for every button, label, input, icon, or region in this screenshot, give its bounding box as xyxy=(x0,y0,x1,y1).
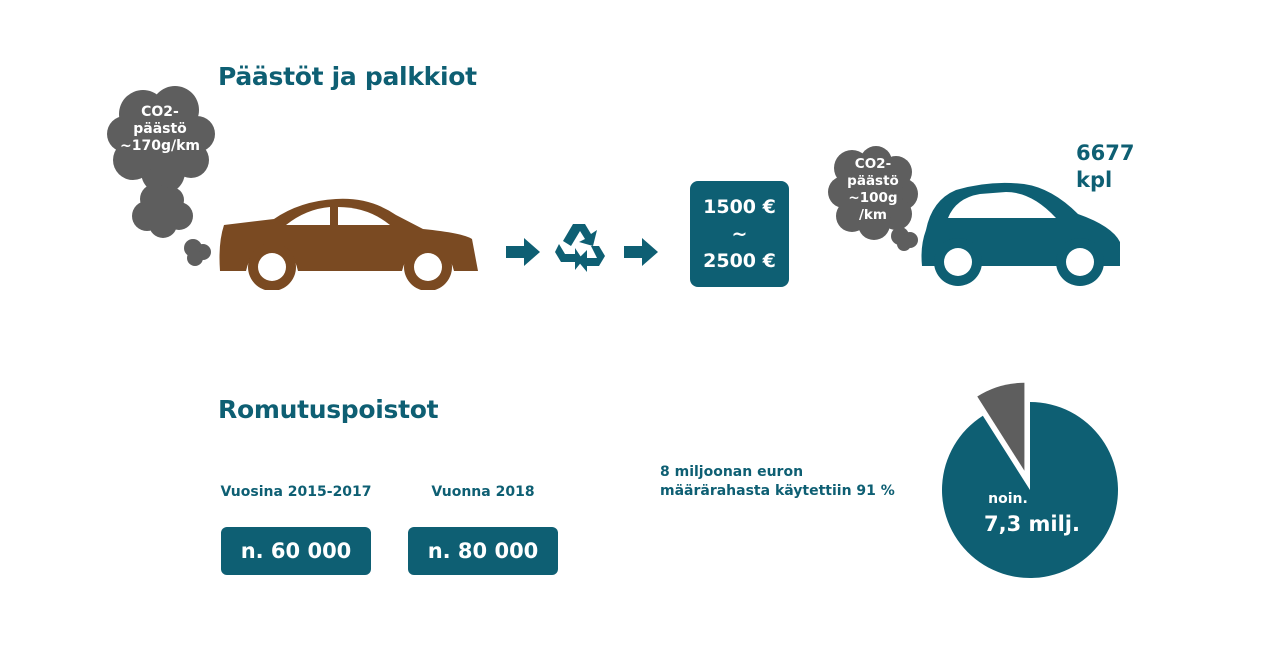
pie-label-amount: 7,3 milj. xyxy=(984,512,1080,536)
new-car-icon xyxy=(920,180,1125,288)
budget-description: 8 miljoonan euron määrärahasta käytettiin 91 % xyxy=(660,464,895,499)
new-car-emission-label: CO2- päästö ~100g /km xyxy=(847,156,899,223)
budget-pie-chart xyxy=(930,370,1130,590)
arrow-right-icon xyxy=(624,238,658,266)
section-title-emissions: Päästöt ja palkkiot xyxy=(218,62,477,91)
value-box-2015-2017: n. 60 000 xyxy=(221,527,371,575)
recycle-icon xyxy=(553,220,607,274)
pie-slice-used xyxy=(942,402,1118,578)
pie-label-small: noin. xyxy=(988,491,1028,507)
period-label-2018: Vuonna 2018 xyxy=(431,484,535,500)
value-box-2018: n. 80 000 xyxy=(408,527,558,575)
old-car-emission-label: CO2- päästö ~170g/km xyxy=(120,104,200,154)
reward-min: 1500 € xyxy=(703,195,776,218)
arrow-right-icon xyxy=(506,238,540,266)
section-title-scrappage: Romutuspoistot xyxy=(218,395,439,424)
reward-separator: ~ xyxy=(731,222,748,245)
old-car-icon xyxy=(218,195,480,290)
reward-amount-box xyxy=(690,181,789,287)
period-label-2015-2017: Vuosina 2015-2017 xyxy=(220,484,372,500)
new-car-count: 6677 kpl xyxy=(1076,141,1135,192)
reward-max: 2500 € xyxy=(703,249,776,272)
